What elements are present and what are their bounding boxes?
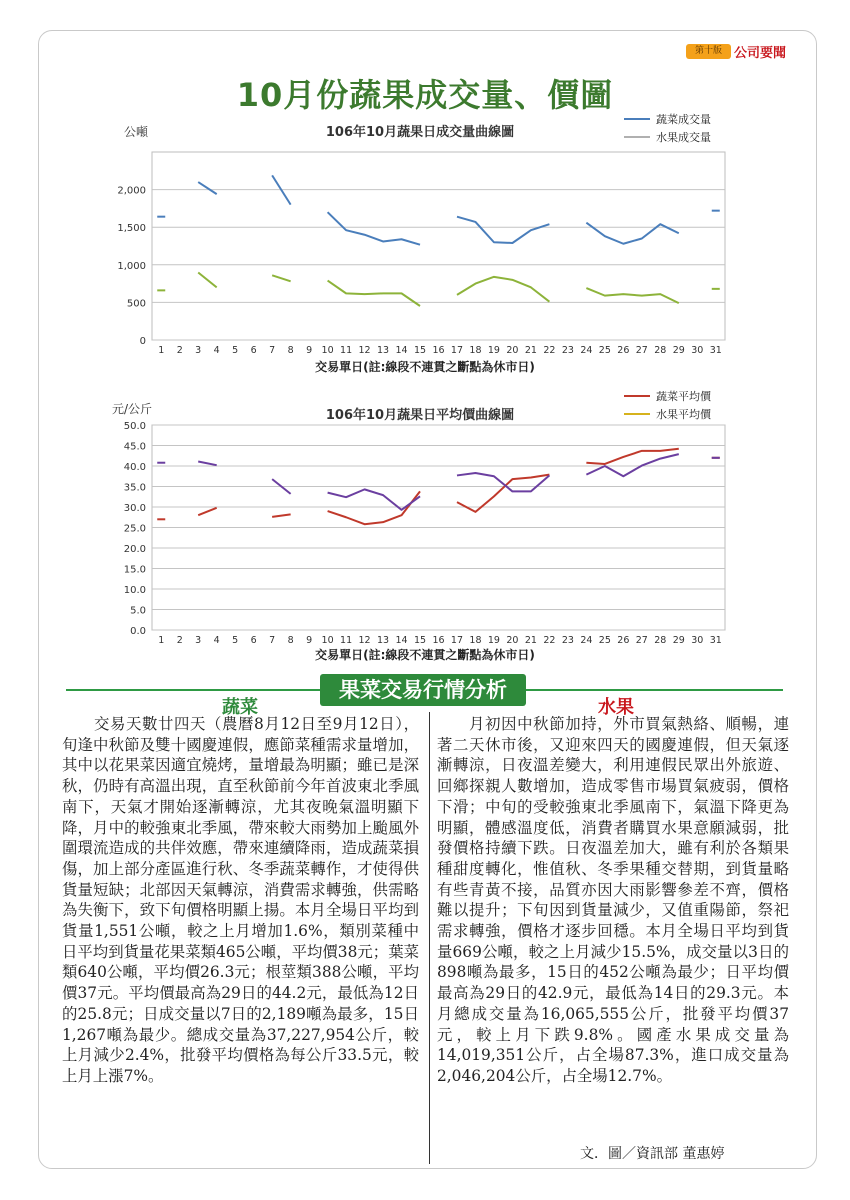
price-y-tick-label: 45.0 — [123, 441, 146, 453]
vol-x-tick-label: 25 — [598, 345, 611, 356]
fruit-analysis-text: 月初因中秋節加持，外市買氣熱絡、順暢，連著二天休市後，又迎來四天的國慶連假，但天氣逐漸轉涼，日夜溫差變大，利用連假民眾出外旅遊、回鄉探親人數增加，造成零售市場買氣疲弱，價格下滑；中旬的受較強東北季風南下，氣溫下降更為明顯，體感溫度低，消費者購買水果意願減弱，批發價格持續下跌。日夜溫差加大，雖有利於各類果種甜度轉化，惟值秋、冬季果種交替期，到貨量略有些青黃不接，品質亦因大雨影響參差不齊，價格難以提升；下旬因到貨量減少，又值重陽節，祭祀需求轉強，價格才逐步回穩。本月全場日平均到貨量669公噸，較之上月減少15.5%，成交量以3日的898噸為最多，15日的452公噸為最少；日平均價最高為29日的42.9元，最低為14日的29.3元。本月總成交量為16,065,555公斤，批發平均價37元，較上月下跌9.8%。國產水果成交量為14,019,351公斤，占全場87.3%，進口成交量為2,046,204公斤，占全場12.7%。 — [437, 715, 789, 1085]
price-x-tick-label: 3 — [195, 635, 202, 646]
vol-x-tick-label: 10 — [321, 345, 334, 356]
price-x-tick-label: 28 — [654, 635, 667, 646]
volume-legend — [624, 112, 711, 144]
price-x-tick-label: 27 — [635, 635, 648, 646]
volume-chart-title: 106年10月蔬果日成交量曲線圖 — [325, 125, 515, 140]
price-chart-ylabel: 元/公斤 — [112, 402, 153, 416]
price-y-tick-label: 15.0 — [123, 564, 146, 576]
price-x-tick-label: 21 — [524, 635, 537, 646]
price-x-tick-label: 19 — [487, 635, 500, 646]
vol-x-tick-label: 15 — [413, 345, 427, 356]
vol-series-0-segment — [586, 223, 678, 244]
vol-x-tick-label: 31 — [709, 345, 722, 356]
price-x-tick-label: 17 — [450, 635, 464, 646]
vol-x-tick-label: 26 — [617, 345, 630, 356]
price-series-0-segment — [586, 449, 678, 464]
vol-x-tick-label: 9 — [306, 345, 313, 356]
vol-x-tick-label: 8 — [287, 345, 294, 356]
price-x-tick-label: 20 — [506, 635, 519, 646]
price-y-tick-label: 50.0 — [123, 421, 146, 432]
vol-x-tick-label: 22 — [543, 345, 556, 356]
vol-x-tick-label: 27 — [635, 345, 648, 356]
price-x-tick-label: 13 — [377, 635, 390, 646]
price-y-tick-label: 10.0 — [123, 585, 146, 596]
vol-y-tick-label: 500 — [126, 298, 146, 310]
price-chart-xlabel: 交易單日(註:線段不連貫之斷點為休市日) — [315, 648, 535, 662]
vol-x-tick-label: 28 — [654, 345, 667, 356]
price-x-tick-label: 6 — [250, 635, 257, 646]
vol-y-tick-label: 0 — [139, 336, 146, 347]
price-x-tick-label: 18 — [469, 635, 482, 646]
price-series-0-segment — [272, 514, 290, 516]
vol-y-tick-label: 2,000 — [117, 185, 146, 197]
vol-x-tick-label: 7 — [269, 345, 276, 356]
price-x-tick-label: 14 — [395, 635, 408, 646]
price-x-tick-label: 22 — [543, 635, 556, 646]
price-x-ticks — [158, 635, 722, 646]
vol-series-1-segment — [198, 272, 216, 287]
price-x-tick-label: 7 — [269, 635, 276, 646]
vol-plot-frame — [152, 152, 725, 340]
price-y-tick-label: 30.0 — [123, 503, 146, 514]
price-series-1-segment — [586, 454, 678, 476]
legend-veg-volume: 蔬菜成交量 — [656, 113, 711, 126]
price-grid — [152, 425, 725, 630]
price-x-tick-label: 4 — [213, 635, 220, 646]
price-x-tick-label: 26 — [617, 635, 630, 646]
vol-x-tick-label: 23 — [561, 345, 574, 356]
price-x-tick-label: 9 — [306, 635, 313, 646]
legend-fruit-volume: 水果成交量 — [656, 131, 711, 144]
price-x-tick-label: 1 — [158, 635, 165, 646]
vol-y-tick-label: 1,000 — [117, 260, 146, 272]
price-series-0-segment — [457, 475, 549, 512]
price-x-tick-label: 12 — [358, 635, 371, 646]
volume-chart — [100, 110, 740, 378]
vol-x-tick-label: 5 — [232, 345, 239, 356]
vol-x-tick-label: 13 — [377, 345, 390, 356]
volume-x-ticks — [158, 345, 722, 356]
vol-series-0-segment — [457, 217, 549, 243]
vol-x-tick-label: 6 — [250, 345, 257, 356]
price-legend — [624, 389, 712, 421]
fruit-column-title: 水果 — [598, 697, 634, 718]
volume-y-ticks — [117, 186, 146, 347]
vol-series-1-segment — [586, 288, 678, 303]
price-x-tick-label: 25 — [598, 635, 611, 646]
price-y-tick-label: 25.0 — [123, 523, 146, 535]
price-y-tick-label: 40.0 — [123, 462, 146, 473]
vol-x-tick-label: 4 — [213, 345, 220, 356]
price-x-tick-label: 31 — [709, 635, 722, 646]
price-x-tick-label: 15 — [413, 635, 427, 646]
price-x-tick-label: 10 — [321, 635, 334, 646]
vol-x-tick-label: 14 — [395, 345, 408, 356]
price-x-tick-label: 8 — [287, 635, 294, 646]
legend-fruit-price: 水果平均價 — [656, 408, 711, 421]
price-y-ticks — [124, 421, 146, 637]
price-series-1-segment — [198, 461, 216, 465]
page-title: 10月份蔬果成交量、價圖 — [236, 76, 614, 114]
vol-x-tick-label: 24 — [580, 345, 593, 356]
vol-x-tick-label: 18 — [469, 345, 482, 356]
vol-series-1-segment — [457, 277, 549, 302]
volume-chart-xlabel: 交易單日(註:線段不連貫之斷點為休市日) — [315, 360, 535, 374]
price-x-tick-label: 30 — [691, 635, 704, 646]
legend-veg-price: 蔬菜平均價 — [656, 390, 711, 403]
vol-x-tick-label: 17 — [450, 345, 464, 356]
vol-series-0-segment — [328, 212, 420, 245]
veg-analysis-text: 交易天數廿四天（農曆8月12日至9月12日），旬逢中秋節及雙十國慶連假，應節菜種需求量增加，其中以花果菜因適宜燒烤，量增最為明顯；雖已是深秋，仍時有高溫出現，直至秋節前今年首波東北季風南下，天氣才開始逐漸轉涼，尤其夜晚氣溫明顯下降，月中的較強東北季風，帶來較大雨勢加上颱風外圍環流造成的共伴效應，帶來連續降雨，造成蔬菜損傷，加上部分產區進行秋、冬季蔬菜轉作，才使得供貨量短缺；北部因天氣轉涼，消費需求轉強，供需略為失衡下，致下旬價格明顯上揚。本月全場日平均到貨量1,551公噸，較之上月增加1.6%，類別菜種中日平均到貨量花果菜類465公噸，平均價38元；葉菜類640公噸，平均價26.3元；根莖類388公噸，平均價37元。平均價最高為29日的44.2元，最低為12日的25.8元；日成交量以7日的2,189噸為最多，15日1,267噸為最少。總成交量為37,227,954公斤，較上月減少2.4%，批發平均價格為每公斤33.5元，較上月上漲7%。 — [62, 715, 419, 1085]
price-y-tick-label: 35.0 — [123, 482, 146, 494]
volume-grid — [152, 152, 725, 340]
volume-chart-ylabel: 公噸 — [124, 125, 149, 139]
price-y-tick-label: 0.0 — [130, 626, 146, 637]
vol-x-tick-label: 12 — [358, 345, 371, 356]
section-header: 公司要聞 — [734, 46, 787, 61]
price-x-tick-label: 16 — [432, 635, 445, 646]
price-series-0-segment — [198, 508, 216, 515]
vol-x-tick-label: 11 — [340, 345, 353, 356]
vol-x-tick-label: 30 — [691, 345, 704, 356]
vol-x-tick-label: 16 — [432, 345, 445, 356]
section-banner: 果菜交易行情分析 — [320, 674, 526, 706]
volume-series — [157, 175, 720, 306]
vol-series-0-segment — [198, 182, 216, 194]
vol-x-tick-label: 29 — [672, 345, 685, 356]
price-y-tick-label: 20.0 — [123, 544, 146, 555]
vol-x-tick-label: 3 — [195, 345, 202, 356]
vol-series-1-segment — [272, 275, 290, 281]
vol-x-tick-label: 20 — [506, 345, 519, 356]
vol-y-tick-label: 1,500 — [117, 223, 146, 235]
price-y-tick-label: 5.0 — [130, 605, 146, 617]
price-x-tick-label: 5 — [232, 635, 239, 646]
price-x-tick-label: 11 — [340, 635, 353, 646]
price-x-tick-label: 23 — [561, 635, 574, 646]
vol-x-tick-label: 1 — [158, 345, 165, 356]
author-credit: 文．圖／資訊部 董惠婷 — [580, 1146, 725, 1162]
issue-badge: 第十版 — [686, 44, 731, 59]
column-divider — [429, 712, 430, 1164]
veg-column-title: 蔬菜 — [222, 697, 258, 718]
vol-x-tick-label: 21 — [524, 345, 537, 356]
price-x-tick-label: 24 — [580, 635, 593, 646]
price-x-tick-label: 2 — [176, 635, 183, 646]
vol-x-tick-label: 19 — [487, 345, 500, 356]
price-chart-title: 106年10月蔬果日平均價曲線圖 — [325, 408, 515, 423]
price-chart — [100, 385, 740, 670]
vol-x-tick-label: 2 — [176, 345, 183, 356]
price-x-tick-label: 29 — [672, 635, 685, 646]
